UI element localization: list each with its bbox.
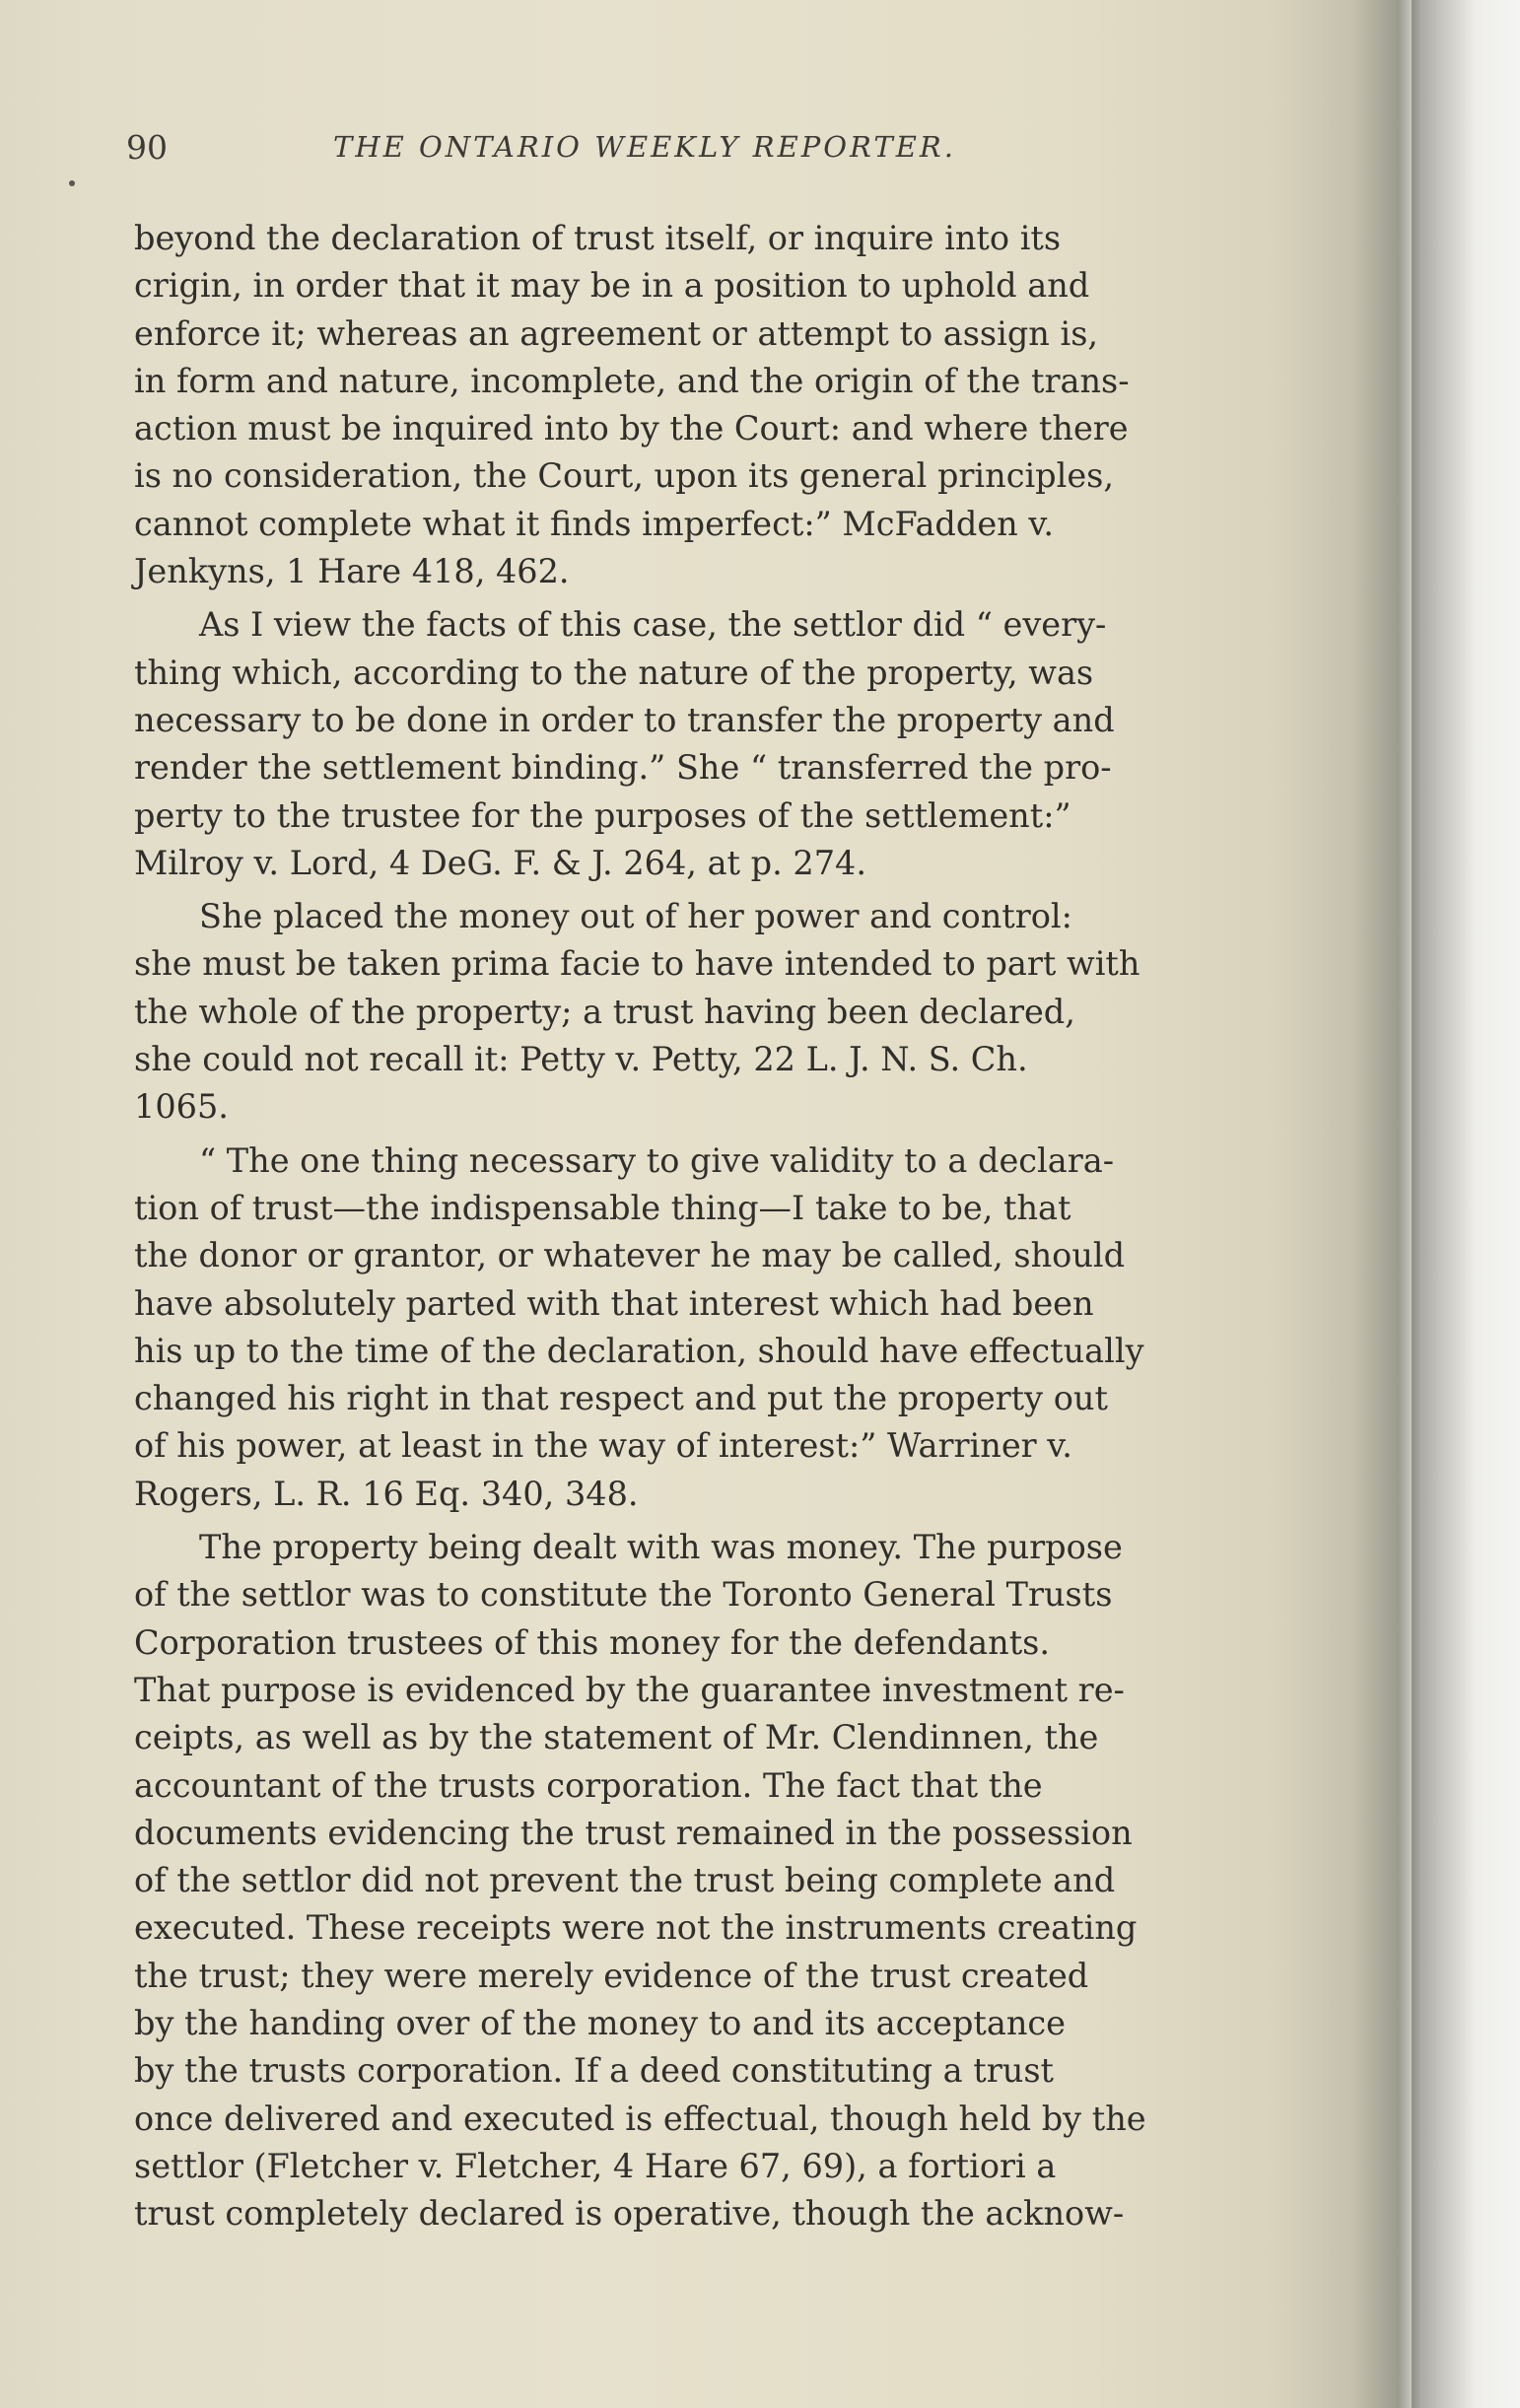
paragraph: “ The one thing necessary to give validity to a declara- tion of trust—the indispensable thing—I take to be, that the donor or grantor, or whatever he may be called, should have absolutely parted with that interest which had been his up to the time of the declaration, should have effectually changed his right in that respect and put the property out of his power, at least in the way of interest:” Warriner v. Rogers, L. R. 16 Eq. 340, 348. [134,1140,1144,1513]
page-number: 90 [126,128,168,167]
running-title: THE ONTARIO WEEKLY REPORTER. [333,130,956,164]
page-gutter-shadow [1412,0,1520,2408]
page-header [126,128,1240,187]
paragraph: She placed the money out of her power and control: she must be taken prima facie to have intended to part with the whole of the property; a trust having been declared, she could not recall it: Petty v. Petty, 22 L. J. N. S. Ch. 1065. [134,897,1140,1127]
paragraph: The property being dealt with was money. The purpose of the settlor was to constitute the Toronto General Trusts Corporation trustees of this money for the defendants. That purpose is evidenced by the guarantee investment re- ceipts, as well as by the statement of Mr. Clendinnen, the accountant of the trusts corporation. The fact that the documents evidencing the trust remained in the possession of the settlor did not prevent the trust being complete and executed. These receipts were not the instruments creating the trust; they were merely evidence of the trust created by the handing over of the money to and its acceptance by the trusts corporation. If a deed constituting a trust once delivered and executed is effectual, though held by the settlor (Fletcher v. Fletcher, 4 Hare 67, 69), a fortiori a trust completely declared is operative, though the acknow- [134,1528,1146,2234]
ink-speck [69,180,75,186]
body-text [134,215,1238,2243]
paragraph: beyond the declaration of trust itself, or inquire into its crigin, in order that it may be in a position to uphold and enforce it; whereas an agreement or attempt to assign is, in form and nature, incomplete, and the origin of the trans- action must be inquired into by the Court: and where there is no consideration, the Court, upon its general principles, cannot complete what it finds imperfect:” McFadden v. Jenkyns, 1 Hare 418, 462. [134,219,1130,591]
paragraph: As I view the facts of this case, the settlor did “ every- thing which, according to the nature of the property, was necessary to be done in order to transfer the property and render the settlement binding.” She “ transferred the pro- perty to the trustee for the purposes of the settlement:” Milroy v. Lord, 4 DeG. F. & J. 264, at p. 274. [134,605,1115,882]
